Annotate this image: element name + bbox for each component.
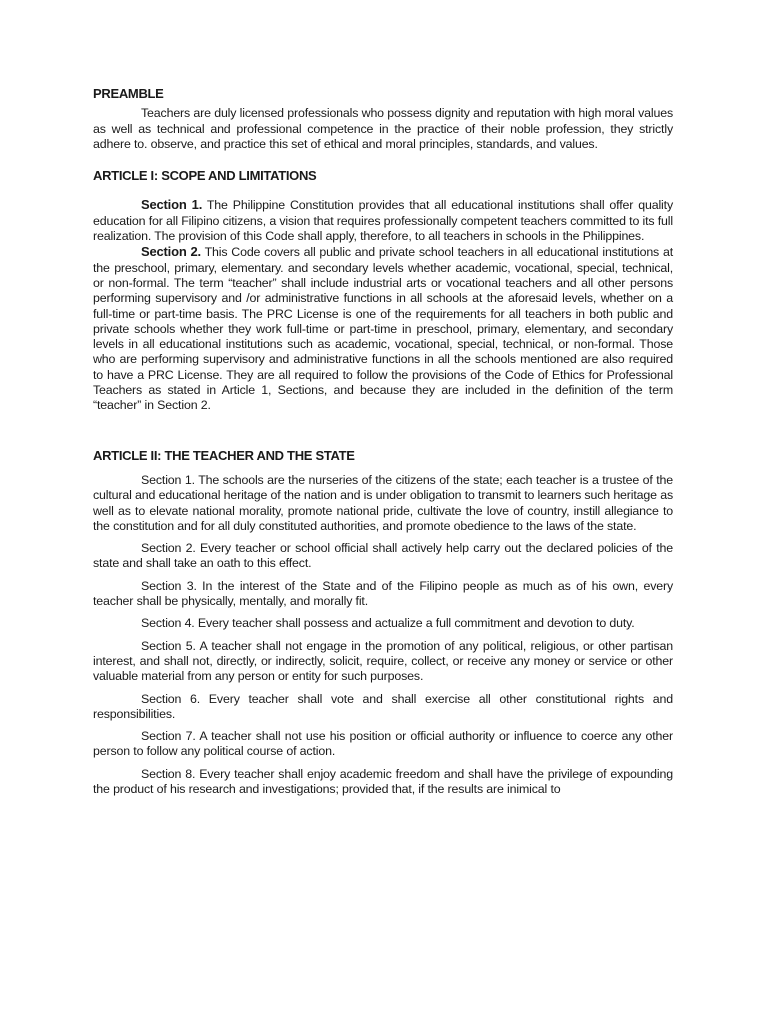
article-1-heading: ARTICLE I: SCOPE AND LIMITATIONS [93, 168, 317, 184]
article-2-section-1: Section 1. The schools are the nurseries of the citizens of the state; each teacher is a trustee of the cultural and educational heritage of the nation and is under obligation to transmit to learners such heritage as well as to elevate national morality, promote national pride, cultivate the love of country, instill allegiance to the constitution and for all duly constituted authorities, and promote obedience to the laws of the state. [93, 472, 673, 533]
article-1-section-2 [93, 244, 673, 413]
section-text: The Philippine Constitution provides that all educational institutions shall offer quality education for all Filipino citizens, a vision that requires professionally competent teachers committed to its full realization. The provision of this Code shall apply, therefore, to all teachers in schools in the Philippines. [93, 198, 673, 244]
section-label: Section 2. [141, 244, 201, 260]
article-2-section-3: Section 3. In the interest of the State and of the Filipino people as much as of his own, every teacher shall be physically, mentally, and morally fit. [93, 578, 673, 609]
article-2-section-5: Section 5. A teacher shall not engage in the promotion of any political, religious, or other partisan interest, and shall not, directly, or indirectly, solicit, require, collect, or receive any money or service or other valuable material from any person or entity for such purposes. [93, 638, 673, 684]
preamble-heading: PREAMBLE [93, 86, 164, 101]
article-2-section-8: Section 8. Every teacher shall enjoy academic freedom and shall have the privilege of expounding the product of his research and investigations; provided that, if the results are inimical to [93, 766, 673, 796]
article-2-sections [93, 473, 673, 797]
article-2-section-7: Section 7. A teacher shall not use his position or official authority or influence to coerce any other person to follow any political course of action. [93, 729, 673, 759]
section-text: This Code covers all public and private school teachers in all educational institutions at the preschool, primary, elementary. and secondary levels whether academic, vocational, special, technical, or non-formal. The term “teacher” shall include industrial arts or vocational teachers and all other persons performing supervisory and /or administrative functions in all schools at the aforesaid levels, whether on a full-time or part-time basis. The PRC License is one of the requirements for all teachers in both public and private schools whether they work full-time or part-time in preschool, primary, elementary, and secondary levels in all educational institutions such as academic, vocational, special, technical, or non-formal. Those who are performing supervisory and administrative functions in all the schools mentioned are also required to have a PRC License. They are all required to follow the provisions of the Code of Ethics for Professional Teachers as stated in Article 1, Sections, and because they are included in the definition of the term “teacher” in Section 2. [93, 245, 673, 413]
article-2-section-6: Section 6. Every teacher shall vote and shall exercise all other constitutional rights and responsibilities. [93, 691, 673, 721]
article-1-section-1 [93, 197, 673, 244]
section-label: Section 1. [141, 197, 203, 213]
document-page [93, 86, 673, 804]
article-2-heading: ARTICLE II: THE TEACHER AND THE STATE [93, 447, 355, 463]
article-2-section-2: Section 2. Every teacher or school official shall actively help carry out the declared policies of the state and shall take an oath to this effect. [93, 541, 673, 571]
preamble-paragraph: Teachers are duly licensed professionals who possess dignity and reputation with high moral values as well as technical and professional competence in the practice of their noble profession, they strictly adhere to. observe, and practice this set of ethical and moral principles, standards, and values. [93, 106, 673, 151]
article-2-section-4: Section 4. Every teacher shall possess and actualize a full commitment and devotion to duty. [141, 616, 635, 631]
